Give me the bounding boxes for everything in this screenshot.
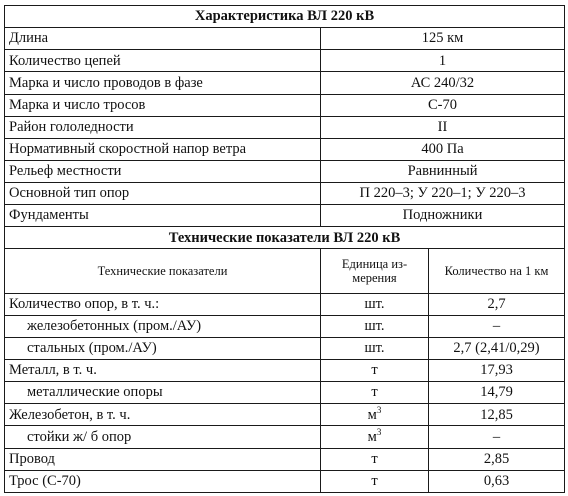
spec-label: Фундаменты: [5, 205, 321, 227]
spec-label: Район гололедности: [5, 116, 321, 138]
spec-label: Нормативный скоростной напор ветра: [5, 138, 321, 160]
spec-label: Рельеф местности: [5, 160, 321, 182]
indicator-unit: $м^3$: [321, 404, 429, 426]
spec-value: 1: [321, 50, 565, 72]
spec-value: II: [321, 116, 565, 138]
indicator-value: 12,85: [429, 404, 565, 426]
spec-row: [5, 183, 565, 205]
indicator-label: металлические опоры: [5, 382, 321, 404]
indicator-value: 2,7 (2,41/0,29): [429, 337, 565, 359]
indicator-row: [5, 315, 565, 337]
indicator-unit: шт.: [321, 315, 429, 337]
spec-label: Количество цепей: [5, 50, 321, 72]
spec-value: 125 км: [321, 28, 565, 50]
spec-row: [5, 116, 565, 138]
indicator-unit: т: [321, 448, 429, 470]
spec-value: Подножники: [321, 205, 565, 227]
spec-row: [5, 205, 565, 227]
indicator-row: [5, 337, 565, 359]
indicator-label: Железобетон, в т. ч.: [5, 404, 321, 426]
section1-title: Характеристика ВЛ 220 кВ: [5, 6, 565, 28]
spec-value: С-70: [321, 94, 565, 116]
indicator-row: [5, 360, 565, 382]
spec-label: Длина: [5, 28, 321, 50]
spec-row: [5, 28, 565, 50]
indicator-row: [5, 382, 565, 404]
spec-value: 400 Па: [321, 138, 565, 160]
indicator-label: Количество опор, в т. ч.:: [5, 293, 321, 315]
spec-row: [5, 160, 565, 182]
indicator-value: –: [429, 426, 565, 448]
spec-row: [5, 138, 565, 160]
spec-value: П 220–3; У 220–1; У 220–3: [321, 183, 565, 205]
indicator-unit: т: [321, 470, 429, 492]
indicator-unit: т: [321, 360, 429, 382]
indicator-unit: шт.: [321, 337, 429, 359]
indicator-unit: $м^3$: [321, 426, 429, 448]
spec-row: [5, 72, 565, 94]
indicator-label: стальных (пром./АУ): [5, 337, 321, 359]
indicator-label: Металл, в т. ч.: [5, 360, 321, 382]
indicator-value: –: [429, 315, 565, 337]
indicator-label: Провод: [5, 448, 321, 470]
vl-220-table: [4, 5, 565, 493]
indicator-value: 2,7: [429, 293, 565, 315]
indicator-value: 14,79: [429, 382, 565, 404]
indicator-label: железобетонных (пром./АУ): [5, 315, 321, 337]
indicator-unit: шт.: [321, 293, 429, 315]
indicator-value: 2,85: [429, 448, 565, 470]
indicator-row: [5, 426, 565, 448]
section1-title-row: [5, 6, 565, 28]
spec-row: [5, 94, 565, 116]
spec-value: Равнинный: [321, 160, 565, 182]
indicator-label: стойки ж/ б опор: [5, 426, 321, 448]
spec-label: Марка и число проводов в фазе: [5, 72, 321, 94]
indicator-unit: т: [321, 382, 429, 404]
indicator-value: 0,63: [429, 470, 565, 492]
spec-label: Марка и число тросов: [5, 94, 321, 116]
spec-label: Основной тип опор: [5, 183, 321, 205]
indicator-row: [5, 470, 565, 492]
section2-title-row: [5, 227, 565, 249]
indicator-row: [5, 404, 565, 426]
spec-value: АС 240/32: [321, 72, 565, 94]
indicator-row: [5, 293, 565, 315]
indicators-header-row: [5, 249, 565, 293]
indicator-label: Трос (С-70): [5, 470, 321, 492]
header-unit: Единица из-мерения: [321, 249, 429, 293]
header-indicator: Технические показатели: [5, 249, 321, 293]
indicator-value: 17,93: [429, 360, 565, 382]
header-quantity: Количество на 1 км: [429, 249, 565, 293]
spec-row: [5, 50, 565, 72]
indicator-row: [5, 448, 565, 470]
section2-title: Технические показатели ВЛ 220 кВ: [5, 227, 565, 249]
